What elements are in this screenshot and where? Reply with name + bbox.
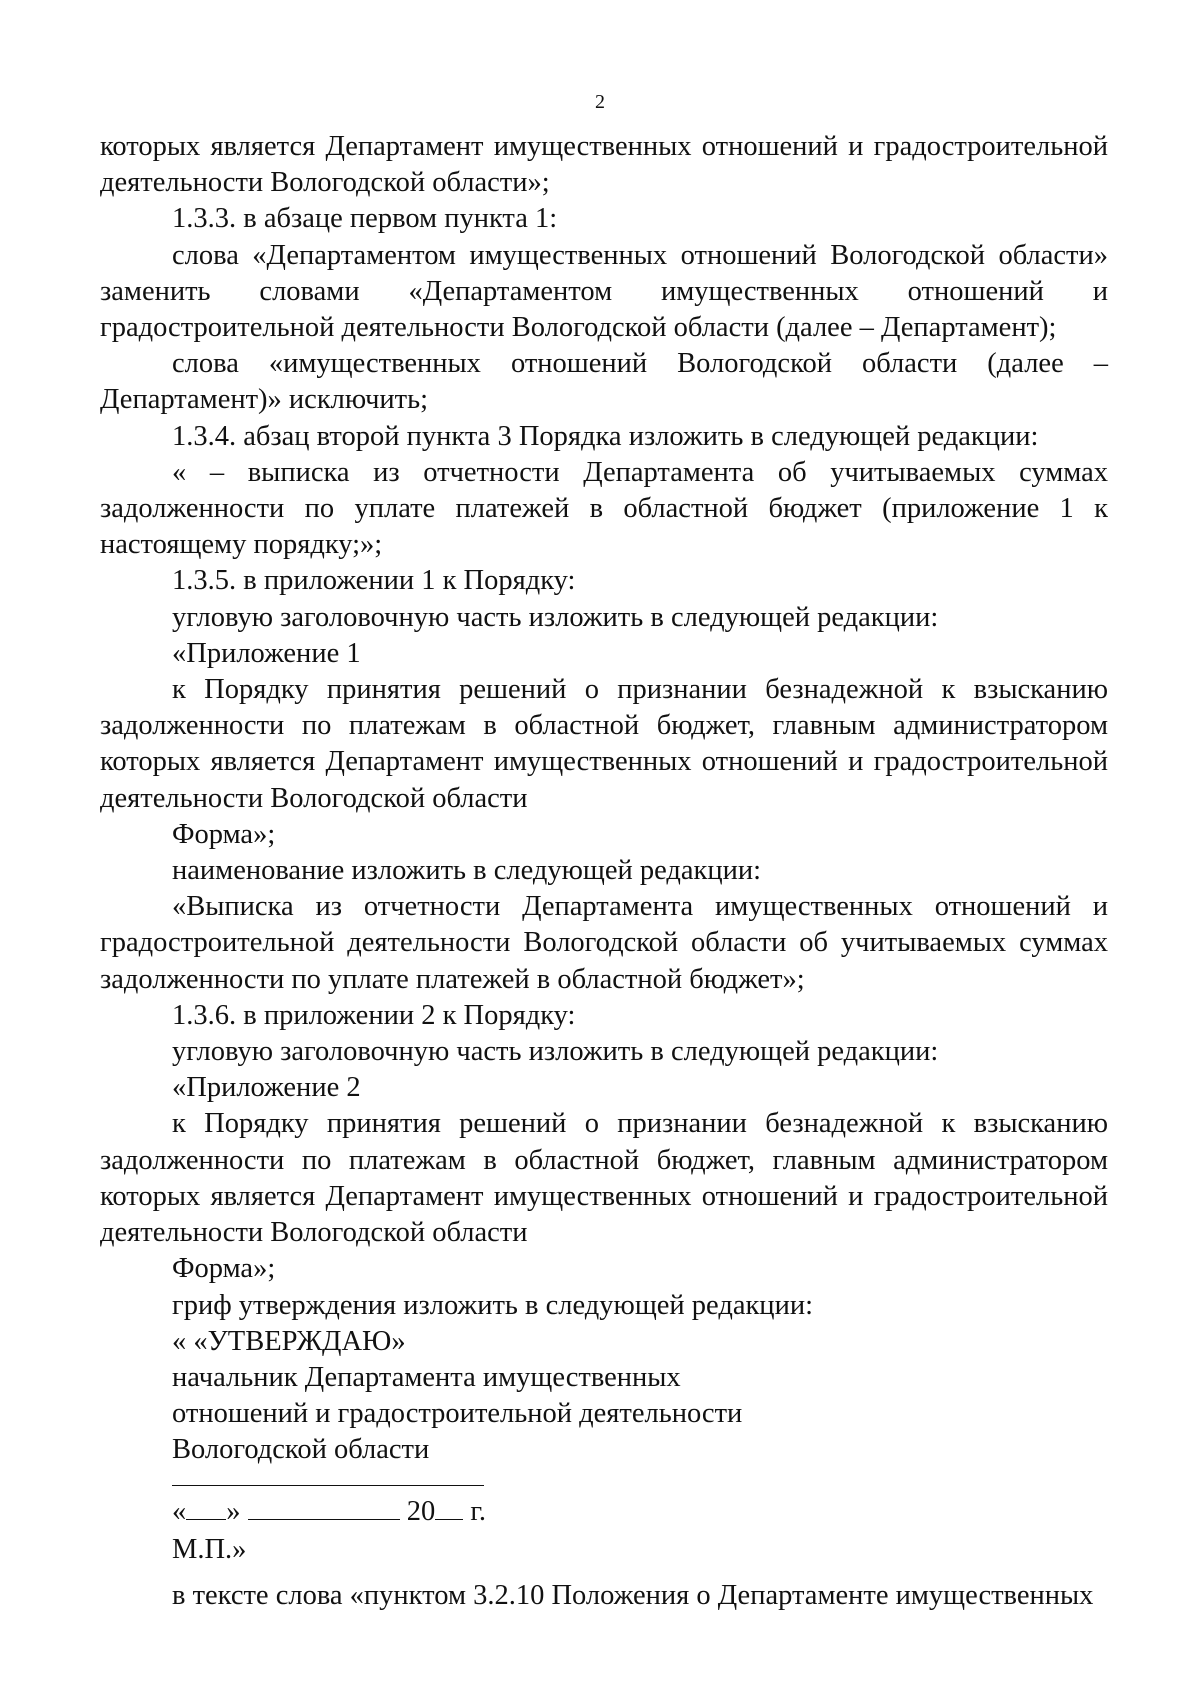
stamp-place-label: М.П.»	[172, 1533, 247, 1565]
date-open-quote: «	[172, 1495, 187, 1527]
paragraph-15: угловую заголовочную часть изложить в следующей редакции:	[172, 1036, 939, 1068]
paragraph-3: слова «Департаментом имущественных отношений Вологодской области» заменить словами «Департаментом имущественных отношений и градостроительной деятельности Вологодской области (далее – Департамент);	[100, 239, 1108, 344]
paragraph-4: слова «имущественных отношений Вологодской области (далее – Департамент)» исключить;	[100, 348, 1108, 416]
year-suffix: г.	[470, 1495, 486, 1527]
paragraph-14: 1.3.6. в приложении 2 к Порядку:	[172, 999, 576, 1031]
paragraph-9: «Приложение 1	[172, 637, 361, 669]
approval-date-line	[172, 1494, 1108, 1530]
paragraph-11: Форма»;	[172, 818, 276, 850]
paragraph-5: 1.3.4. абзац второй пункта 3 Порядка изложить в следующей редакции:	[172, 420, 1039, 452]
month-blank	[248, 1495, 400, 1520]
paragraph-17: к Порядку принятия решений о признании безнадежной к взысканию задолженности по платежам в областной бюджет, главным администратором которых является Департамент имущественных отношений и градостроительной деятельности Вологодской области	[100, 1108, 1108, 1249]
paragraph-2: 1.3.3. в абзаце первом пункта 1:	[172, 203, 558, 235]
year-blank	[435, 1495, 463, 1520]
paragraph-6: « – выписка из отчетности Департамента об учитываемых суммах задолженности по уплате платежей в областной бюджет (приложение 1 к настоящему порядку;»;	[100, 456, 1108, 561]
paragraph-16: «Приложение 2	[172, 1072, 361, 1104]
year-prefix: 20	[406, 1495, 436, 1527]
approval-block	[100, 1324, 1108, 1568]
paragraph-13: «Выписка из отчетности Департамента имущественных отношений и градостроительной деятельности Вологодской области об учитываемых суммах задолженности по уплате платежей в областной бюджет»;	[100, 891, 1108, 995]
paragraph-7: 1.3.5. в приложении 1 к Порядку:	[172, 565, 576, 597]
approval-position-line-1: начальник Департамента имущественных	[172, 1361, 681, 1393]
day-blank	[186, 1495, 226, 1520]
paragraph-10: к Порядку принятия решений о признании безнадежной к взысканию задолженности по платежам в областной бюджет, главным администратором которых является Департамент имущественных отношений и градостроительной деятельности Вологодской области	[100, 674, 1108, 814]
paragraph-1: которых является Департамент имущественных отношений и градостроительной деятельности Вологодской области»;	[100, 131, 1108, 199]
approval-title: « «УТВЕРЖДАЮ»	[172, 1325, 406, 1357]
closing-line: в тексте слова «пунктом 3.2.10 Положения о Департаменте имущественных	[172, 1579, 1094, 1611]
date-close-quote: »	[226, 1495, 241, 1527]
page-number: 2	[595, 91, 605, 113]
signature-line	[172, 1485, 484, 1486]
approval-position-line-3: Вологодской области	[172, 1434, 430, 1466]
paragraph-19: гриф утверждения изложить в следующей редакции:	[172, 1289, 813, 1321]
document-body	[100, 129, 1108, 1614]
paragraph-18: Форма»;	[172, 1253, 276, 1285]
paragraph-12: наименование изложить в следующей редакции:	[172, 855, 762, 887]
approval-position-line-2: отношений и градостроительной деятельности	[172, 1398, 743, 1430]
paragraph-8: угловую заголовочную часть изложить в следующей редакции:	[172, 601, 939, 633]
